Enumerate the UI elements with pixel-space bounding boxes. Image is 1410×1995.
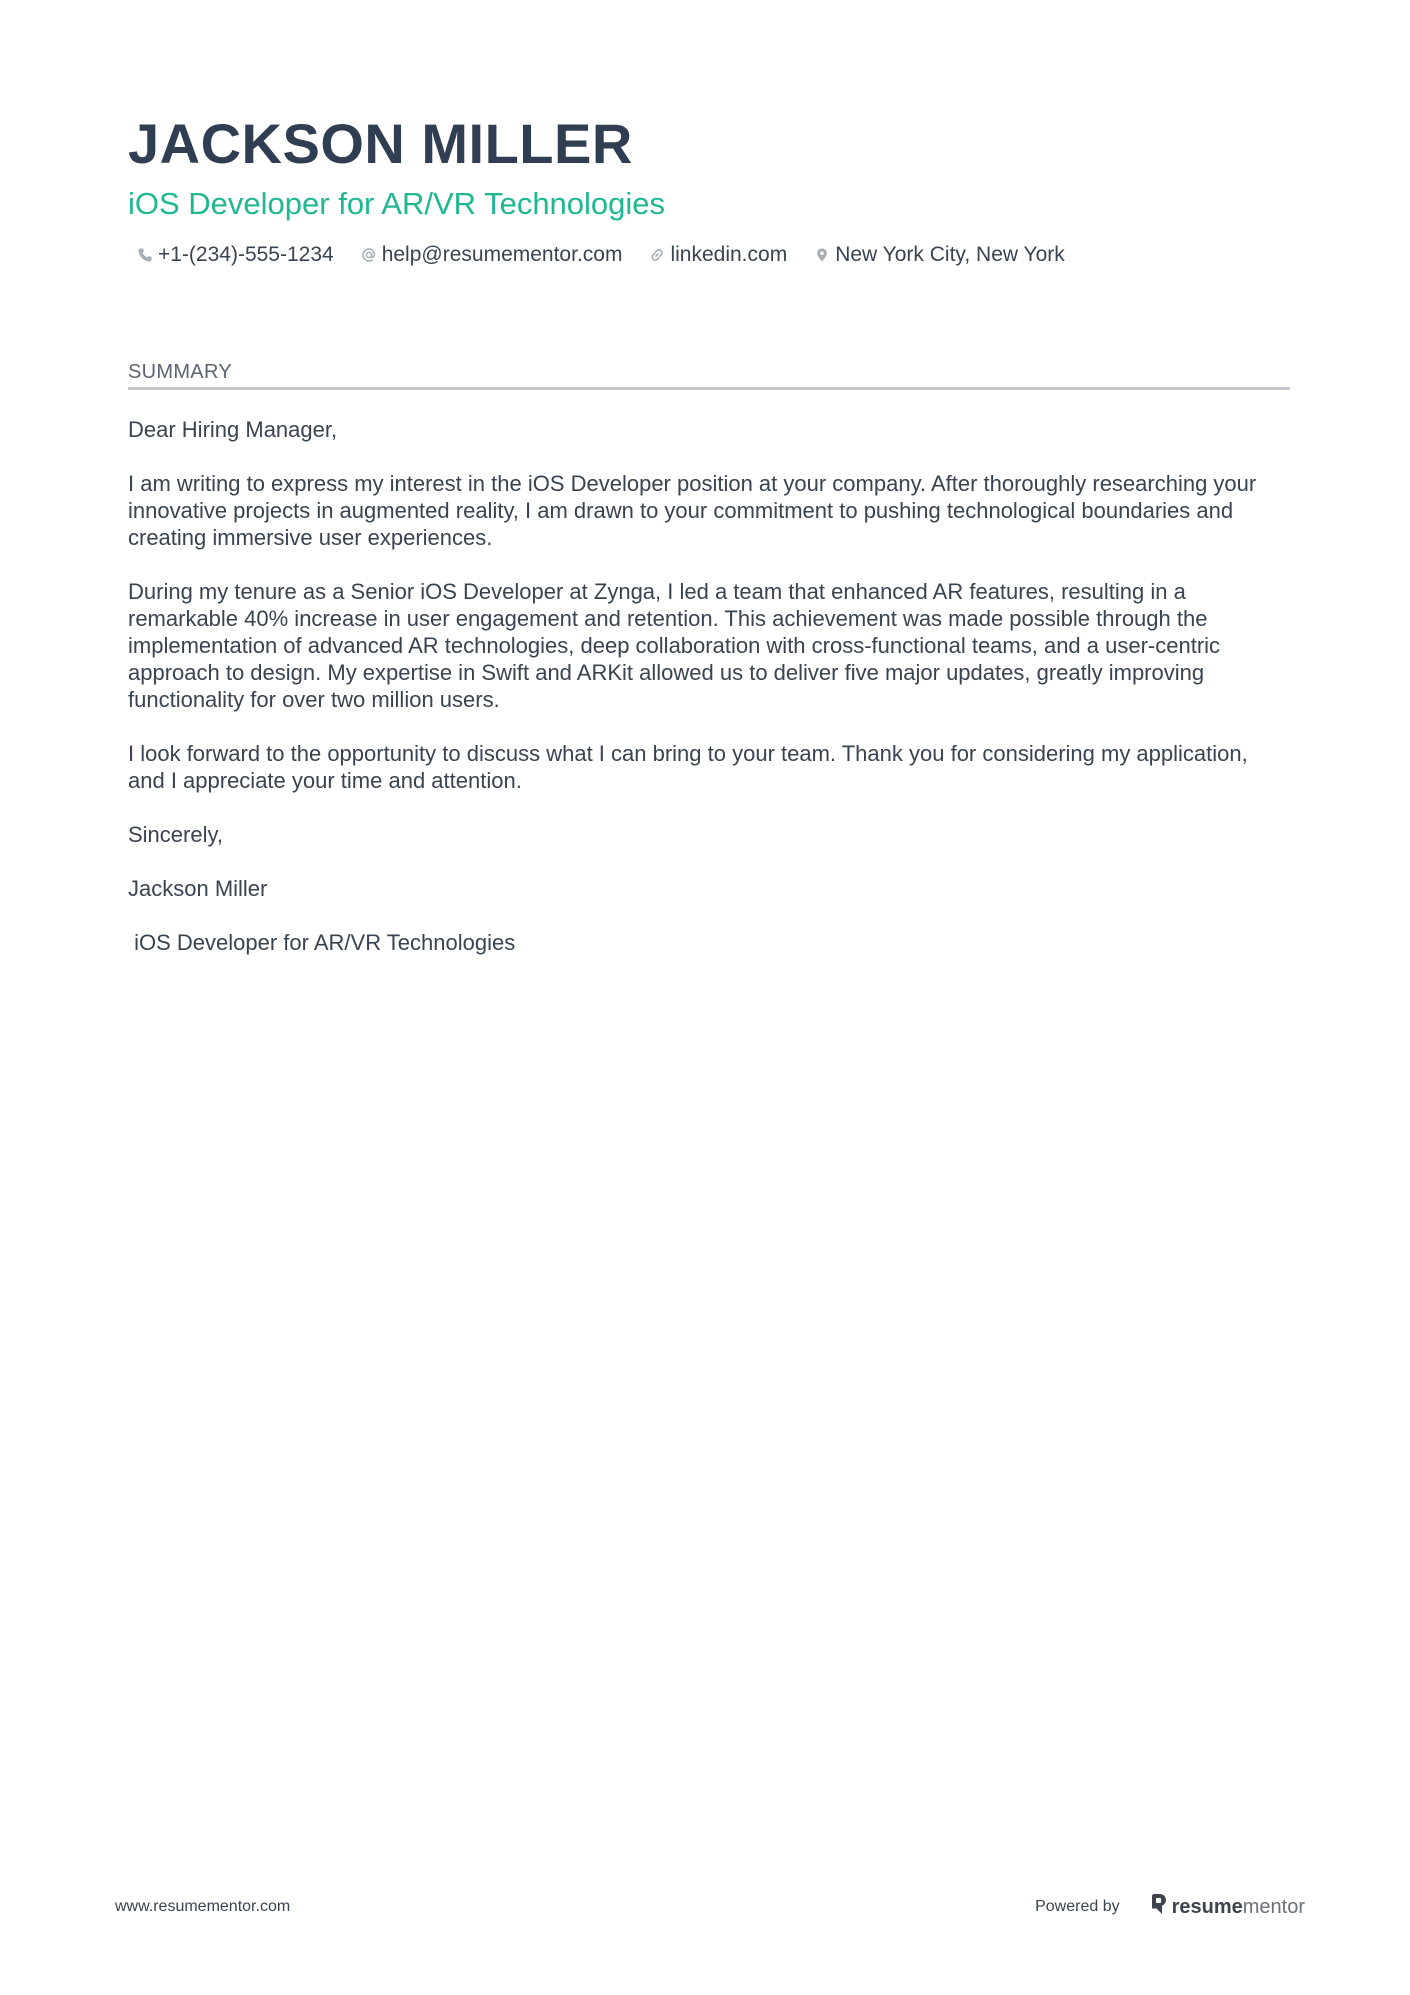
candidate-role: iOS Developer for AR/VR Technologies [128,186,666,221]
brand-name-part1: resume [1171,1895,1243,1918]
contact-email [360,240,623,270]
letter-signature-name: Jackson Miller [128,876,268,901]
contact-linkedin-text[interactable]: linkedin.com [670,243,788,266]
letter-paragraph: I am writing to express my interest in the iOS Developer position at your company. After thoroughly researching your innovative projects in augmented reality, I am drawn to your commitment to pushing technological boundaries and creating immersive user experiences. [128,471,1257,550]
phone-icon [136,246,154,264]
contact-linkedin [648,240,787,270]
letter-greeting: Dear Hiring Manager, [128,417,338,442]
contact-location-text: New York City, New York [835,243,1065,266]
footer-website-link[interactable]: www.resumementor.com [115,1898,291,1915]
letter-closing: Sincerely, [128,822,223,847]
brand-logo-link[interactable] [1150,1893,1305,1921]
footer-branding [1035,1893,1305,1921]
brand-name-part2: mentor [1242,1895,1305,1918]
candidate-name: JACKSON MILLER [128,112,633,175]
map-pin-icon [813,246,831,264]
page-footer [115,1892,1305,1922]
contact-bar [128,240,1288,270]
contact-phone-text: +1-(234)-555-1234 [158,243,334,266]
powered-by-label: Powered by [1035,1898,1120,1915]
link-icon [648,246,666,264]
cover-letter-body [128,416,1290,956]
contact-email-text[interactable]: help@resumementor.com [381,243,623,266]
contact-location [813,240,1065,270]
resume-header [128,108,1288,270]
at-sign-icon [360,246,378,264]
letter-paragraph: During my tenure as a Senior iOS Developer at Zynga, I led a team that enhanced AR features, resulting in a remarkable 40% increase in user engagement and retention. This achievement was made possible through the implementation of advanced AR technologies, deep collaboration with cross-functional teams, and a user-centric approach to design. My expertise in Swift and ARKit allowed us to deliver five major updates, greatly improving functionality for over two million users. [128,579,1221,712]
section-title: SUMMARY [128,359,1290,390]
contact-phone [136,240,334,270]
letter-paragraph: I look forward to the opportunity to discuss what I can bring to your team. Thank you for considering my application, and I appreciate your time and attention. [128,741,1248,793]
summary-section [128,359,1290,983]
resumementor-logo-icon [1150,1893,1172,1921]
letter-signature-title: iOS Developer for AR/VR Technologies [128,930,516,955]
